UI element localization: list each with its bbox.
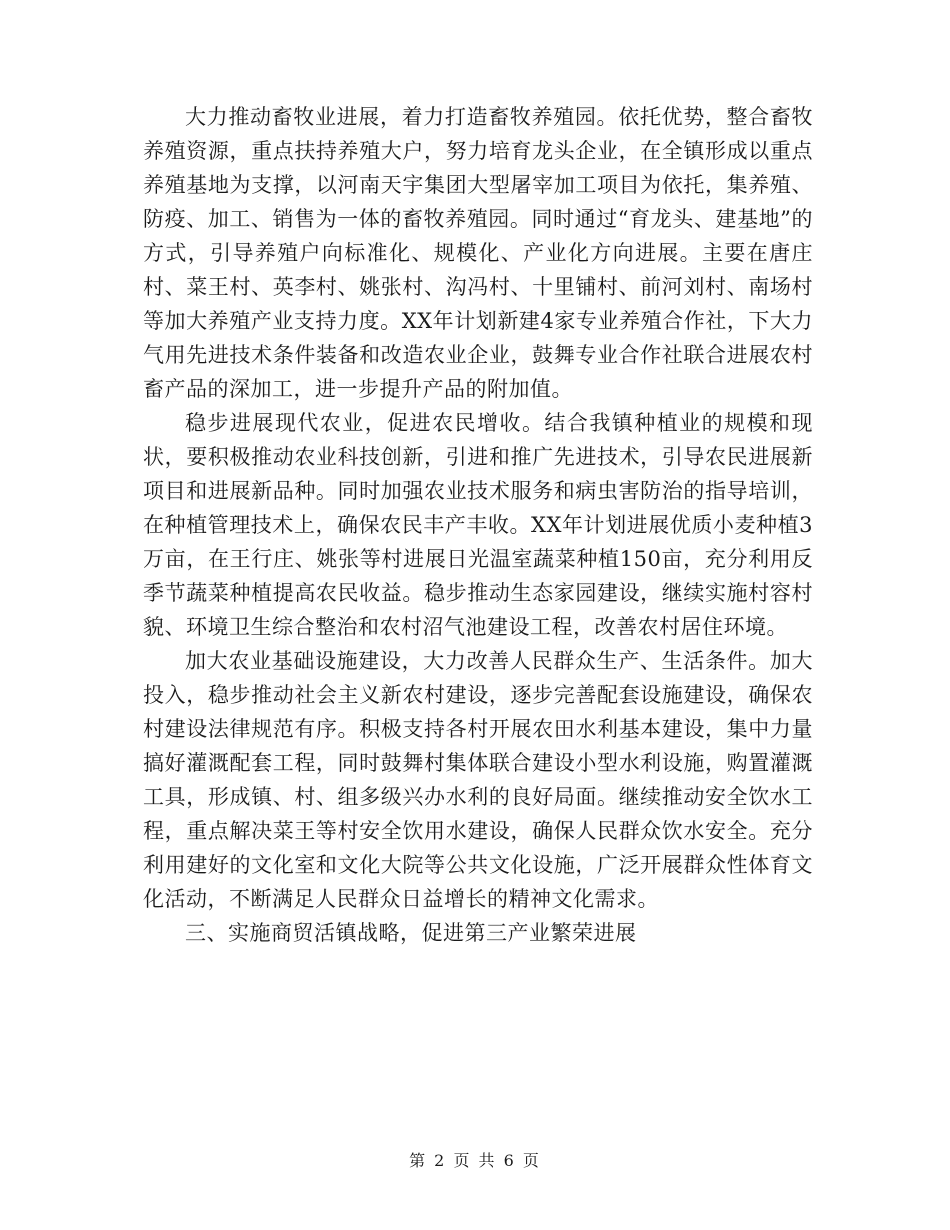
paragraph-infrastructure: 加大农业基础设施建设，大力改善人民群众生产、生活条件。加大投入，稳步推动社会主义新农村建设，逐步完善配套设施建设，确保农村建设法律规范有序。积极支持各村开展农田水利基本建设，集中力量搞好灌溉配套工程，同时鼓舞村集体联合建设小型水利设施，购置灌溉工具，形成镇、村、组多级兴办水利的良好局面。继续推动安全饮水工程，重点解决菜王等村安全饮用水建设，确保人民群众饮水安全。充分利用建好的文化室和文化大院等公共文化设施，广泛开展群众性体育文化活动，不断满足人民群众日益增长的精神文化需求。 [143,649,813,911]
paragraph-livestock: 大力推动畜牧业进展，着力打造畜牧养殖园。依托优势，整合畜牧养殖资源，重点扶持养殖大户，努力培育龙头企业，在全镇形成以重点养殖基地为支撑，以河南天宇集团大型屠宰加工项目为依托，集养殖、防疫、加工、销售为一体的畜牧养殖园。同时通过“育龙头、建基地”的方式，引导养殖户向标准化、规模化、产业化方向进展。主要在唐庄村、菜王村、英李村、姚张村、沟冯村、十里铺村、前河刘村、南场村等加大养殖产业支持力度。XX年计划新建4家专业养殖合作社，下大力气用先进技术条件装备和改造农业企业，鼓舞专业合作社联合进展农村畜产品的深加工，进一步提升产品的附加值。 [143,105,813,401]
document-body [143,100,813,950]
paragraph-modern-agriculture: 稳步进展现代农业，促进农民增收。结合我镇种植业的规模和现状，要积极推动农业科技创新，引进和推广先进技术，引导农民进展新项目和进展新品种。同时加强农业技术服务和病虫害防治的指导培训，在种植管理技术上，确保农民丰产丰收。XX年计划进展优质小麦种植3万亩，在王行庄、姚张等村进展日光温室蔬菜种植150亩，充分利用反季节蔬菜种植提高农民收益。稳步推动生态家园建设，继续实施村容村貌、环境卫生综合整治和农村沼气池建设工程，改善农村居住环境。 [143,411,813,639]
section-heading: 三、实施商贸活镇战略，促进第三产业繁荣进展 [185,921,637,945]
page-number-label: 第 2 页 共 6 页 [409,1151,541,1170]
page-footer [0,1150,950,1172]
